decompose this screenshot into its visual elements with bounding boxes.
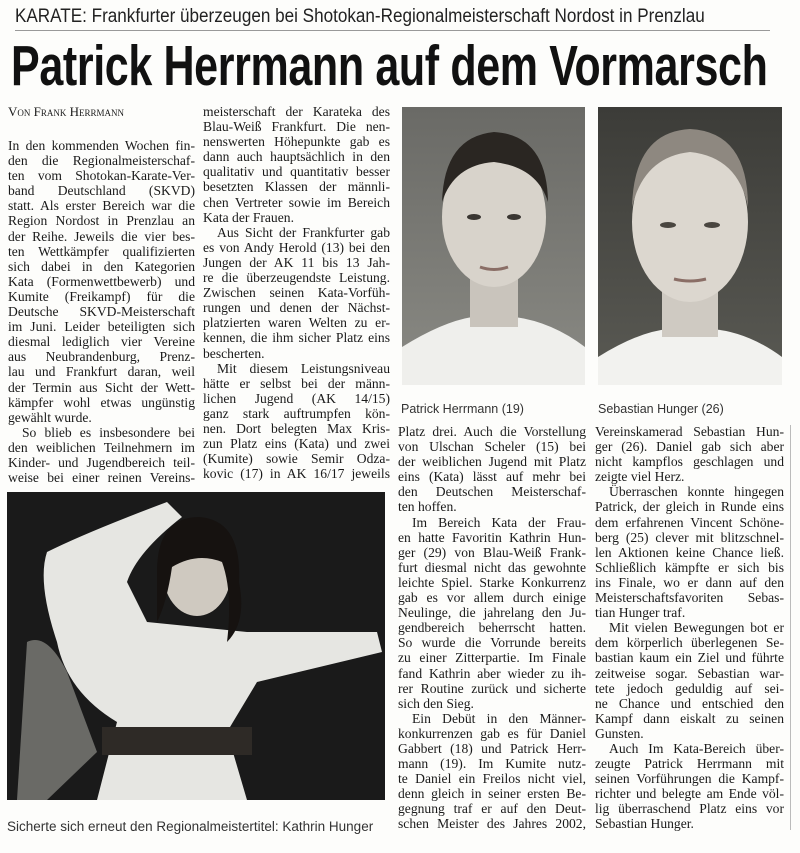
paragraph — [398, 711, 586, 832]
text-line: So blieb es insbesondere bei — [22, 424, 195, 440]
text-line: nen. Dort belegten Max Kris- — [203, 420, 390, 436]
text-line: nenswerten Höhepunkte gab es — [203, 134, 390, 150]
paragraph — [203, 361, 390, 482]
text-line: Schließlich kämpfte er sich bis — [595, 559, 784, 575]
text-line: en hatte Favoritin Kathrin Hun- — [398, 529, 586, 545]
text-line: weise bei einer reinen Vereins- — [8, 470, 195, 486]
text-line: rer Routine zurück und sicherte — [398, 680, 586, 696]
text-line: der weiblichen Jugend mit Platz — [398, 454, 586, 470]
text-line: es von Andy Herold (13) bei den — [203, 239, 390, 255]
text-line: besetzten Klassen der männli- — [203, 179, 390, 195]
text-line: von Ulschan Scheler (15) bei — [398, 439, 586, 455]
text-line: ten vom Shotokan-Karate-Ver- — [8, 168, 195, 184]
text-line: ganz stark auftrumpfen kön- — [203, 405, 390, 421]
text-line: diesmal lediglich vier Vereine — [8, 334, 195, 350]
text-line: rungen und denen der Nächst- — [203, 300, 390, 316]
text-line: bastian kaum ein Ziel und führte — [595, 650, 784, 666]
text-line: den weiblichen Teilnehmern im — [8, 439, 195, 455]
paragraph — [8, 138, 195, 425]
text-line: Kinder- und Jugendbereich teil- — [8, 454, 195, 470]
text-line: richter und belegte am Ende völ- — [595, 786, 784, 802]
text-line: denn gleich in seiner ersten Be- — [398, 786, 586, 802]
text-line: der Reihe. Jeweils die vier bes- — [8, 228, 195, 244]
text-line: dem körperlich überlegenen Se- — [595, 635, 784, 651]
text-line: Überraschen konnte hingegen — [609, 484, 784, 500]
text-line: hätte er selbst bei der männ- — [203, 375, 390, 391]
text-line: Kata (Formenwettbewerb) und — [8, 273, 195, 289]
text-line: len Aktionen keine Chance ließ. — [595, 544, 784, 560]
text-line: bescherten. — [203, 345, 265, 361]
text-line: den Deutschen Meisterschaf- — [398, 484, 586, 500]
paragraph — [203, 225, 390, 361]
paragraph — [595, 741, 784, 832]
kicker-line: KARATE: Frankfurter überzeugen bei Shotokan-Regionalmeisterschaft Nordost in Prenzlau — [15, 6, 705, 27]
text-line: Gabbert (18) und Patrick Herr- — [398, 740, 586, 756]
text-line: ger (29) von Blau-Weiß Frank- — [398, 544, 586, 560]
text-line: meisterschaft der Karateka des — [203, 104, 390, 119]
text-line: ne Chance und entschied den — [595, 695, 784, 711]
text-line: platzierten waren Welten zu er- — [203, 315, 390, 331]
text-line: tete jedoch geduldig auf sei- — [595, 680, 784, 696]
text-line: sich dabei in den Kategorien — [8, 258, 195, 274]
text-line: seinen Vorführungen die Kampf- — [595, 771, 784, 787]
text-line: Aus Sicht der Frankfurter gab — [217, 224, 390, 240]
text-line: tian Hunger traf. — [595, 605, 686, 621]
text-line: Mit vielen Bewegungen bot er — [609, 620, 784, 636]
text-line: zu einer Zitterpartie. Im Finale — [398, 650, 586, 666]
text-line: chen Vertreter sowie im Bereich — [203, 194, 390, 210]
text-line: eins (Kata) lässt auf mehr bei — [398, 469, 586, 485]
text-line: berg (25) clever mit blitzschnel- — [595, 529, 784, 545]
text-line: kämpfer wohl etwas ungünstig — [8, 394, 195, 410]
text-line: Kata der Frauen. — [203, 209, 294, 225]
caption-kathrin: Sicherte sich erneut den Regionalmeistertitel: Kathrin Hunger — [7, 819, 374, 834]
paragraph — [595, 484, 784, 620]
text-line: fand Kathrin aber wieder zu ih- — [398, 665, 586, 681]
text-line: aus Neubrandenburg, Prenz- — [8, 349, 195, 365]
text-line: Platz drei. Auch die Vorstellung — [398, 424, 586, 439]
paragraph — [203, 104, 390, 225]
photo-sebastian-hunger — [598, 107, 782, 385]
text-line: Vereinskamerad Sebastian Hun- — [595, 424, 784, 439]
kicker-rule — [15, 30, 770, 31]
text-line: gewählt wurde. — [8, 409, 92, 425]
text-line: re die überzeugendste Leistung. — [203, 270, 390, 286]
photo-patrick-herrmann — [402, 107, 585, 385]
text-line: Zwischen seinen Kata-Vorfüh- — [203, 285, 390, 301]
text-line: konkurrenzen gab es für Daniel — [398, 725, 586, 741]
paragraph — [595, 620, 784, 741]
text-line: Blau-Weiß Frankfurt. Die nen- — [203, 119, 390, 135]
text-line: gendbereich beherrscht hatten. — [398, 620, 586, 636]
text-line: Jungen der AK 11 bis 13 Jah- — [203, 254, 390, 270]
text-line: mann (19). Im Kumite nutz- — [398, 756, 586, 772]
headline: Patrick Herrmann auf dem Vormarsch — [11, 34, 768, 98]
byline: Von Frank Herrmann — [8, 104, 125, 119]
text-line: So wurde die Vorrunde bereits — [398, 635, 586, 651]
text-line: qualitativ und quantitativ besser — [203, 164, 390, 180]
text-line: Patrick, der gleich in Runde eins — [595, 499, 784, 515]
paragraph — [398, 515, 586, 711]
text-line: sich den Sieg. — [398, 695, 474, 711]
text-line: der Termin aus Sicht der Wett- — [8, 379, 195, 395]
paragraph — [595, 424, 784, 484]
text-line: Ein Debüt in den Männer- — [412, 710, 586, 726]
text-line: lau und Frankfurt daran, weil — [8, 364, 195, 380]
text-line: gegnung traf er auf den Deut- — [398, 801, 586, 817]
text-line: te Daniel ein Freilos nicht viel, — [398, 771, 586, 787]
text-line: Kampf dann eiskalt zu seinen — [595, 710, 784, 726]
text-line: ten Wettkämpfer qualifizierten — [8, 243, 195, 259]
text-line: In den kommenden Wochen fin- — [8, 138, 195, 153]
text-line: kovic (17) in AK 16/17 jeweils — [203, 466, 390, 482]
text-line: statt. Als erster Bereich war die — [8, 198, 195, 214]
text-line: Neulinge, die jahrelang den Ju- — [398, 605, 586, 621]
text-line: Gunsten. — [595, 725, 644, 741]
text-line: (Kumite) sowie Semir Odza- — [203, 451, 390, 467]
text-line: schen Meister des Jahres 2002, — [398, 816, 586, 832]
paragraph — [398, 424, 586, 515]
text-line: Meisterschaftsfavoriten Sebas- — [595, 590, 784, 606]
text-line: kennen, die ihm sicher Platz eins — [203, 330, 390, 346]
text-line: ten hoffen. — [398, 499, 457, 515]
text-line: im Juni. Leider beteiligten sich — [8, 319, 195, 335]
text-line: Auch Im Kata-Bereich über- — [609, 740, 784, 756]
text-line: gab es vor allem durch einige — [398, 590, 586, 606]
text-line: dem erfahrenen Vincent Schöne- — [595, 514, 784, 530]
text-line: Region Nordost in Prenzlau an — [8, 213, 195, 229]
text-line: Deutsche SKVD-Meisterschaft — [8, 304, 195, 320]
text-line: lichen Jugend (AK 14/15) — [203, 390, 390, 406]
text-line: leichte Spiel. Starke Konkurrenz — [398, 574, 586, 590]
column-rule — [790, 425, 791, 830]
text-line: zeitweise sogar. Sebastian war- — [595, 665, 784, 681]
text-line: Mit diesem Leistungsniveau — [217, 360, 390, 376]
article-column-2 — [203, 104, 390, 481]
text-line: lig überraschend Platz eins vor — [595, 801, 784, 817]
article-column-4 — [595, 424, 784, 832]
text-line: Im Bereich Kata der Frau- — [412, 514, 586, 530]
article-column-1 — [8, 138, 195, 485]
text-line: ins Finale, wo er dann auf den — [595, 574, 784, 590]
text-line: ger (26). Daniel gab sich aber — [595, 439, 784, 455]
photo-kathrin-hunger — [7, 492, 385, 800]
text-line: den die Regionalmeisterschaf- — [8, 153, 195, 169]
text-line: Kumite (Freikampf) für die — [8, 288, 195, 304]
caption-patrick: Patrick Herrmann (19) — [401, 402, 524, 416]
text-line: zeigte viel Herz. — [595, 469, 685, 485]
text-line: dann auch hauptsächlich in den — [203, 149, 390, 165]
text-line: zeugte Patrick Herrmann mit — [595, 756, 784, 772]
text-line: nicht kampflos geschlagen und — [595, 454, 784, 470]
paragraph — [8, 425, 195, 485]
text-line: zun Platz eins (Kata) und zwei — [203, 436, 390, 452]
caption-sebastian: Sebastian Hunger (26) — [598, 402, 724, 416]
text-line: band Deutschland (SKVD) — [8, 183, 195, 199]
article-column-3 — [398, 424, 586, 832]
text-line: furt diesmal nicht das gewohnte — [398, 559, 586, 575]
text-line: Sebastian Hunger. — [595, 816, 694, 832]
